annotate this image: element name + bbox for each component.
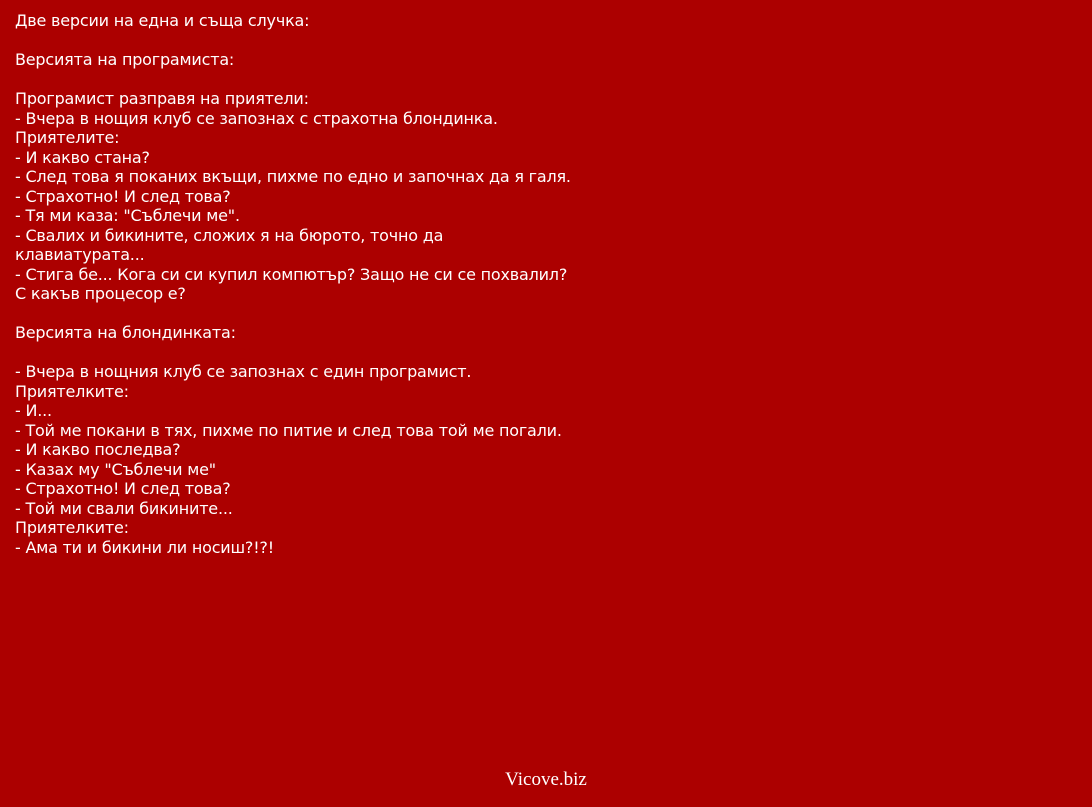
- story-line: - Свалих и бикините, сложих я на бюрото, точно да клавиатурата...: [15, 225, 444, 264]
- blank-line: [15, 70, 575, 90]
- story-line: - И...: [15, 401, 52, 420]
- programmer-version-heading: Версията на програмиста:: [15, 50, 235, 69]
- story-line: - Страхотно! И след това?: [15, 186, 231, 206]
- blonde-version-heading: Версията на блондинката:: [15, 323, 236, 342]
- story-line: - Стига бе... Кога си си купил компютър? Защо не си се похвалил? С какъв процесор е?: [15, 264, 568, 303]
- story-line: Приятелите:: [15, 128, 120, 147]
- joke-title: Две версии на една и съща случка:: [15, 11, 310, 30]
- joke-text: [15, 11, 575, 557]
- story-line: - След това я поканих вкъщи, пихме по едно и започнах да я галя.: [15, 167, 571, 186]
- blank-line: [15, 31, 575, 51]
- blank-line: [15, 304, 575, 324]
- story-line: - Вчера в нощия клуб се запознах с страхотна блондинка.: [15, 108, 498, 128]
- story-line: - Вчера в нощния клуб се запознах с един програмист.: [15, 362, 472, 381]
- story-line: - И какво стана?: [15, 147, 150, 167]
- story-line: - Той ми свали бикините...: [15, 498, 233, 518]
- site-watermark: Vicove.biz: [505, 769, 587, 790]
- story-line: Приятелките:: [15, 381, 129, 401]
- story-line: - Казах му "Съблечи ме": [15, 459, 216, 479]
- story-line: Програмист разправя на приятели:: [15, 89, 309, 108]
- story-line: - Той ме покани в тях, пихме по питие и след това той ме погали.: [15, 420, 562, 440]
- story-line: - Страхотно! И след това?: [15, 479, 231, 498]
- story-line: - И какво последва?: [15, 440, 181, 459]
- story-line: - Тя ми каза: "Съблечи ме".: [15, 206, 240, 225]
- story-line: - Ама ти и бикини ли носиш?!?!: [15, 537, 274, 557]
- blank-line: [15, 343, 575, 363]
- story-line: Приятелките:: [15, 518, 129, 537]
